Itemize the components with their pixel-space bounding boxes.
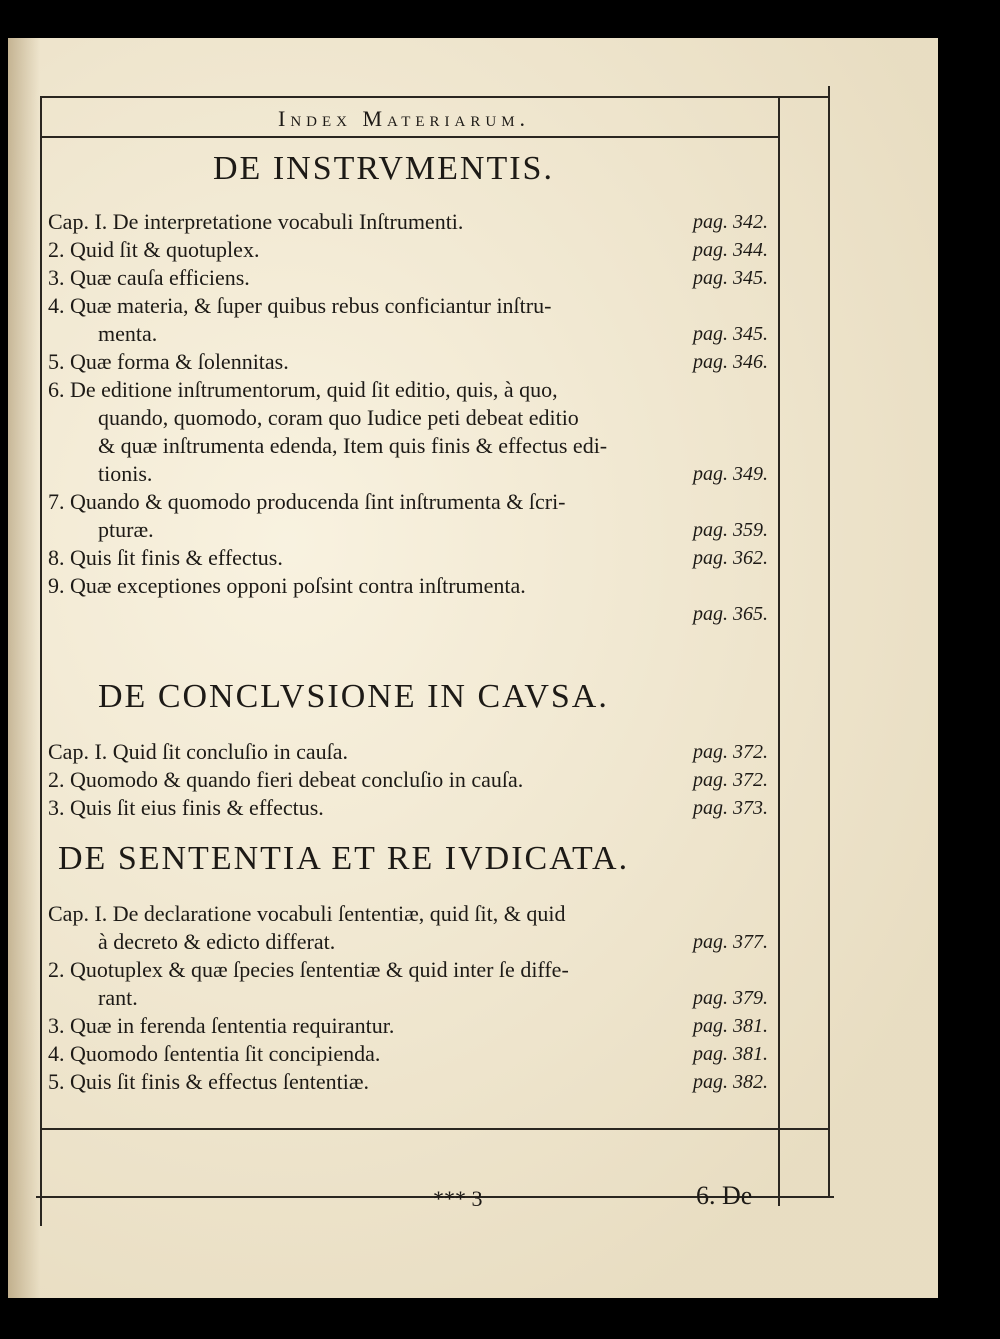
index-row: 3. Quæ in ferenda ſententia requirantur. pag. 381. [48,1013,768,1038]
index-row: pag. 365. [693,603,768,625]
book-page [8,38,938,1298]
running-head: Index Materiarum. [278,106,531,131]
catchword: 6. De [696,1181,753,1210]
section-title-instrumentis: DE INSTRVMENTIS. [213,150,554,187]
index-row: 3. Quæ cauſa efficiens. pag. 345. [48,265,768,290]
index-row: pturæ. pag. 359. [98,517,768,542]
signature-mark: *** 3 [433,1186,483,1211]
index-row: menta. pag. 345. [98,321,768,346]
index-row: 4. Quomodo ſententia ſit concipienda. pag. 381. [48,1041,768,1066]
index-row: Cap. I. De interpretatione vocabuli Inſtrumenti. pag. 342. [48,209,768,234]
index-row: 7. Quando & quomodo producenda ſint inſtrumenta & ſcri- [48,489,566,514]
index-row: 2. Quid ſit & quotuplex. pag. 344. [48,237,768,262]
index-row: 6. De editione inſtrumentorum, quid ſit editio, quis, à quo, [48,377,558,402]
index-row: 8. Quis ſit finis & effectus. pag. 362. [48,545,768,570]
head-underline [40,136,780,138]
index-row: à decreto & edicto differat. pag. 377. [98,929,768,954]
index-row: tionis. pag. 349. [98,461,768,486]
section-title-conclusione: DE CONCLVSIONE IN CAVSA. [98,678,609,715]
index-row: & quæ inſtrumenta edenda, Item quis finis & effectus edi- [98,433,608,458]
index-row: quando, quomodo, coram quo Iudice peti debeat editio [98,405,579,430]
index-row: Cap. I. De declaratione vocabuli ſententiæ, quid ſit, & quid [48,901,566,926]
index-row: rant. pag. 379. [98,985,768,1010]
bottom-rule [40,1128,830,1130]
index-row: 5. Quæ forma & ſolennitas. pag. 346. [48,349,768,374]
index-row: 5. Quis ſit finis & effectus ſententiæ. pag. 382. [48,1069,768,1094]
index-row: 2. Quotuplex & quæ ſpecies ſententiæ & quid inter ſe diffe- [48,957,569,982]
page-gutter-shadow [8,38,40,1298]
index-row: 3. Quis ſit eius finis & effectus. pag. 373. [48,795,768,820]
index-row: 4. Quæ materia, & ſuper quibus rebus conficiantur inſtru- [48,293,552,318]
index-row: Cap. I. Quid ſit concluſio in cauſa. pag. 372. [48,739,768,764]
inner-right-rule [778,96,780,1206]
section-title-sententia: DE SENTENTIA ET RE IVDICATA. [58,840,630,877]
left-rule [40,96,42,1226]
outer-right-rule [828,86,830,1196]
section-entries-instrumentis [48,208,768,628]
index-row: 9. Quæ exceptiones opponi poſsint contra inſtrumenta. [48,573,526,598]
section-entries-sententia [48,900,768,1096]
section-entries-conclusione [48,738,768,822]
top-rule [40,96,830,98]
index-row: 2. Quomodo & quando fieri debeat concluſio in cauſa. pag. 372. [48,767,768,792]
